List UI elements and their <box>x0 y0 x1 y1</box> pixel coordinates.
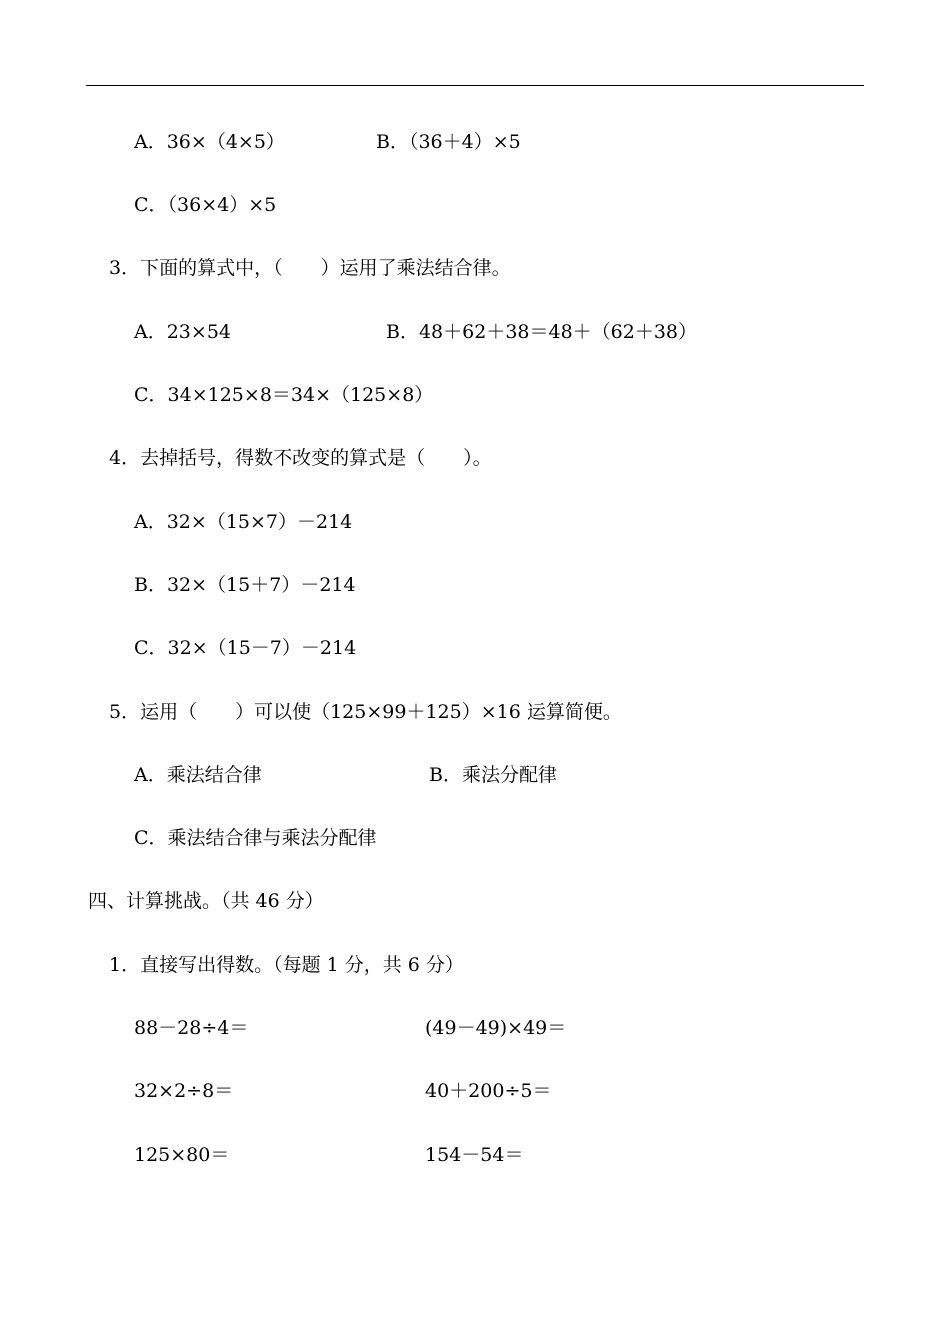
calc-item: 32×2÷8＝ <box>134 1080 234 1102</box>
calc-item: 125×80＝ <box>134 1144 230 1166</box>
section4-sub1-stem: 1．直接写出得数。（每题 1 分，共 6 分） <box>109 954 464 976</box>
calc-item: 154－54＝ <box>425 1144 524 1166</box>
q3-stem: 3．下面的算式中，（ ）运用了乘法结合律。 <box>109 257 511 279</box>
q5-option-a: A．乘法结合律 <box>134 764 262 786</box>
q2-option-c: C．（36×4）×5 <box>134 194 277 216</box>
q3-option-c: C．34×125×8＝34×（125×8） <box>134 384 434 406</box>
q4-option-a: A．32×（15×7）－214 <box>134 511 353 533</box>
q5-option-c: C．乘法结合律与乘法分配律 <box>134 827 377 849</box>
header-rule <box>86 85 864 86</box>
q4-stem: 4．去掉括号，得数不改变的算式是（ ）。 <box>109 447 492 469</box>
calc-item: 88－28÷4＝ <box>134 1017 249 1039</box>
q5-stem: 5．运用（ ）可以使（125×99＋125）×16 运算简便。 <box>109 701 622 723</box>
q3-option-a: A．23×54 <box>134 321 231 343</box>
calc-item: 40＋200÷5＝ <box>425 1080 552 1102</box>
q3-option-b: B．48＋62＋38＝48＋（62＋38） <box>386 321 698 343</box>
q4-option-c: C．32×（15－7）－214 <box>134 637 357 659</box>
q2-option-b: B．（36＋4）×5 <box>376 131 521 153</box>
q5-option-b: B．乘法分配律 <box>429 764 557 786</box>
q4-option-b: B．32×（15＋7）－214 <box>134 574 356 596</box>
calc-item: (49－49)×49＝ <box>425 1017 567 1039</box>
q2-option-a: A．36×（4×5） <box>134 131 285 153</box>
section4-heading: 四、计算挑战。（共 46 分） <box>88 890 324 912</box>
